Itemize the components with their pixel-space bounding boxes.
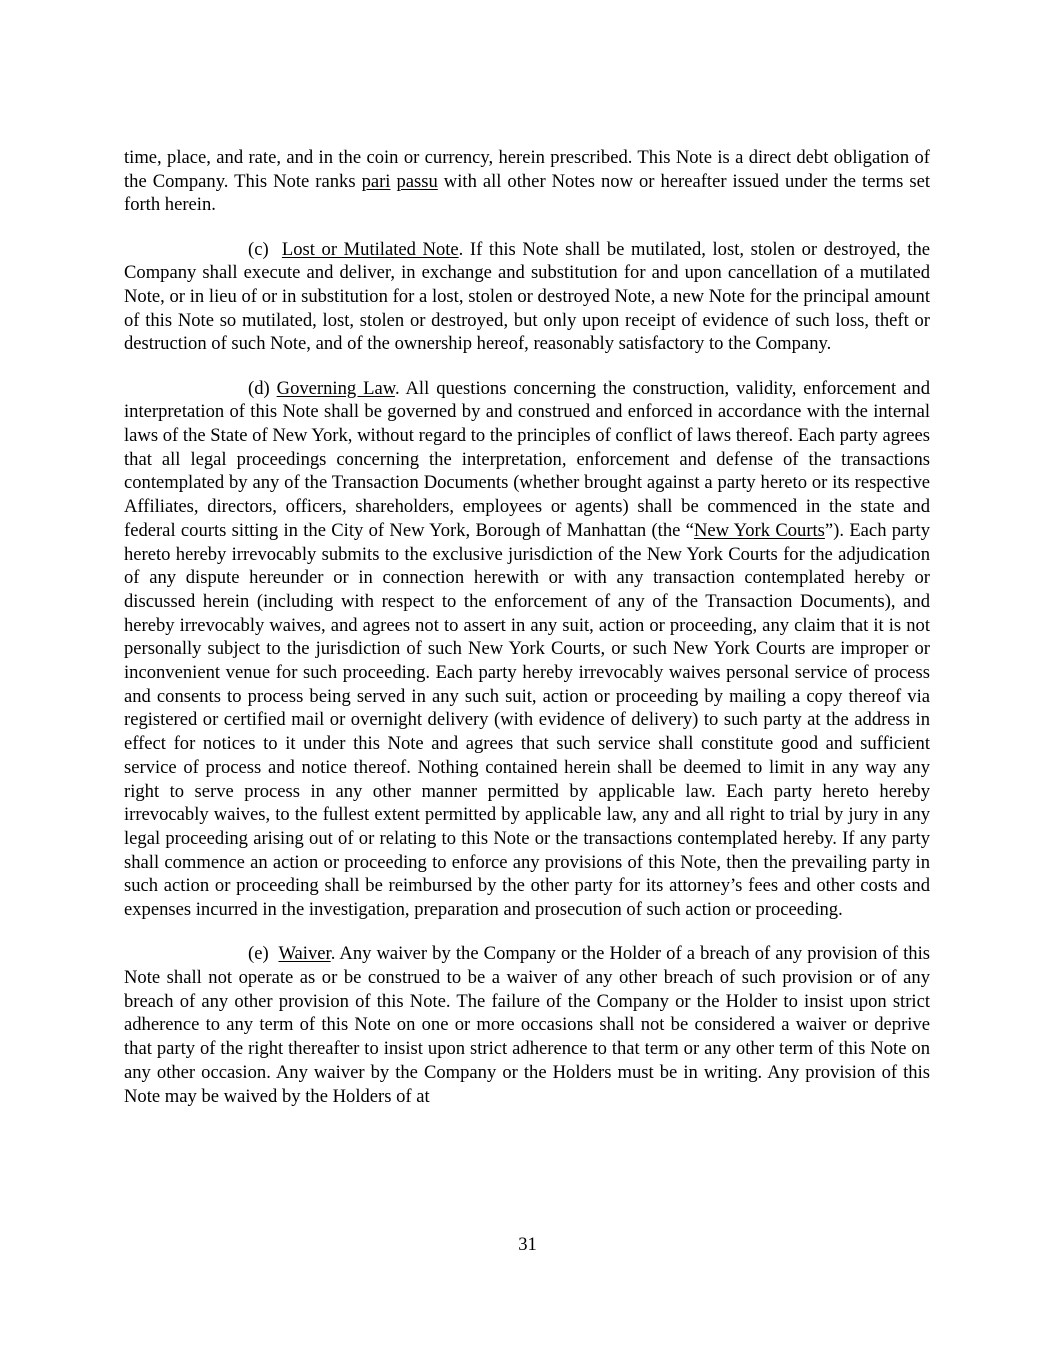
- section-c-lost-or-mutilated-note: [124, 238, 930, 357]
- section-body: . If this Note shall be mutilated, lost, stolen or destroyed, the Company shall execute and deliver, in exchange and substitution for and upon cancellation of a mutilated Note, or in lieu of or in substitution for a lost, stolen or destroyed Note, a new Note for the principal amount of this Note so mutilated, lost, stolen or destroyed, but only upon receipt of evidence of such loss, theft or destruction of such Note, and of the ownership hereof, reasonably satisfactory to the Company.: [124, 238, 930, 355]
- section-e-waiver: [124, 942, 930, 1108]
- section-label: (e): [248, 943, 269, 965]
- section-heading: Lost or Mutilated Note: [281, 238, 459, 260]
- document-body: [124, 146, 930, 1129]
- latin-term-passu: passu: [396, 170, 438, 192]
- section-body: ”). Each party hereto hereby irrevocably submits to the exclusive jurisdiction of the New York Courts for the adjudication of any dispute hereunder or in connection herewith or with any transaction contemplated hereby or discussed herein (including with respect to the enforcement of any of the Transaction Documents), and hereby irrevocably waives, and agrees not to assert in any suit, action or proceeding, any claim that it is not personally subject to the jurisdiction of such New York Courts, or such New York Courts are improper or inconvenient venue for such proceeding. Each party hereby irrevocably waives personal service of process and consents to process being served in any such suit, action or proceeding by mailing a copy thereof via registered or certified mail or overnight delivery (with evidence of delivery) to such party at the address in effect for notices to it under this Note and agrees that such service shall constitute good and sufficient service of process and notice thereof. Nothing contained herein shall be deemed to limit in any way any right to serve process in any other manner permitted by applicable law. Each party hereto hereby irrevocably waives, to the fullest extent permitted by applicable law, any and all right to trial by jury in any legal proceeding arising out of or relating to this Note or the transactions contemplated hereby. If any party shall commence an action or proceeding to enforce any provisions of this Note, then the prevailing party in such action or proceeding shall be reimbursed by the other party for its attorney’s fees and other costs and expenses incurred in the investigation, preparation and prosecution of such action or proceeding.: [124, 519, 931, 921]
- paragraph-text: with all other Notes now or hereafter issued under the terms set forth herein.: [124, 170, 930, 216]
- defined-term-new-york-courts: New York Courts: [693, 519, 825, 541]
- latin-term-pari: pari: [361, 170, 391, 192]
- section-d-governing-law: [124, 377, 930, 922]
- section-body: . Any waiver by the Company or the Holder of a breach of any provision of this Note shall not operate as or be construed to be a waiver of any other breach of such provision or of any breach of any other provision of this Note. The failure of the Company or the Holder to insist upon strict adherence to any term of this Note on one or more occasions shall not be considered a waiver or deprive that party of the right thereafter to insist upon strict adherence to that term or any other term of this Note on any other occasion. Any waiver by the Company or the Holders must be in writing. Any provision of this Note may be waived by the Holders of at: [124, 943, 930, 1107]
- section-heading: Governing Law: [276, 377, 395, 399]
- section-label: (c): [248, 238, 269, 260]
- page-number: 31: [518, 1234, 537, 1255]
- section-body: . All questions concerning the construction, validity, enforcement and interpretation of this Note shall be governed by and construed and enforced in accordance with the internal laws of the State of New York, without regard to the principles of conflict of laws thereof. Each party agrees that all legal proceedings concerning the interpretation, enforcement and defense of the transactions contemplated by any of the Transaction Documents (whether brought against a party hereto or its respective Affiliates, directors, officers, shareholders, employees or agents) shall be commenced in the state and federal courts sitting in the City of New York, Borough of Manhattan (the “: [124, 377, 930, 541]
- paragraph-b-continuation: [124, 146, 930, 217]
- paragraph-text: time, place, and rate, and in the coin or currency, herein prescribed. This Note is a direct debt obligation of the Company. This Note ranks: [124, 147, 930, 192]
- section-heading: Waiver: [278, 943, 331, 965]
- section-label: (d): [248, 377, 270, 399]
